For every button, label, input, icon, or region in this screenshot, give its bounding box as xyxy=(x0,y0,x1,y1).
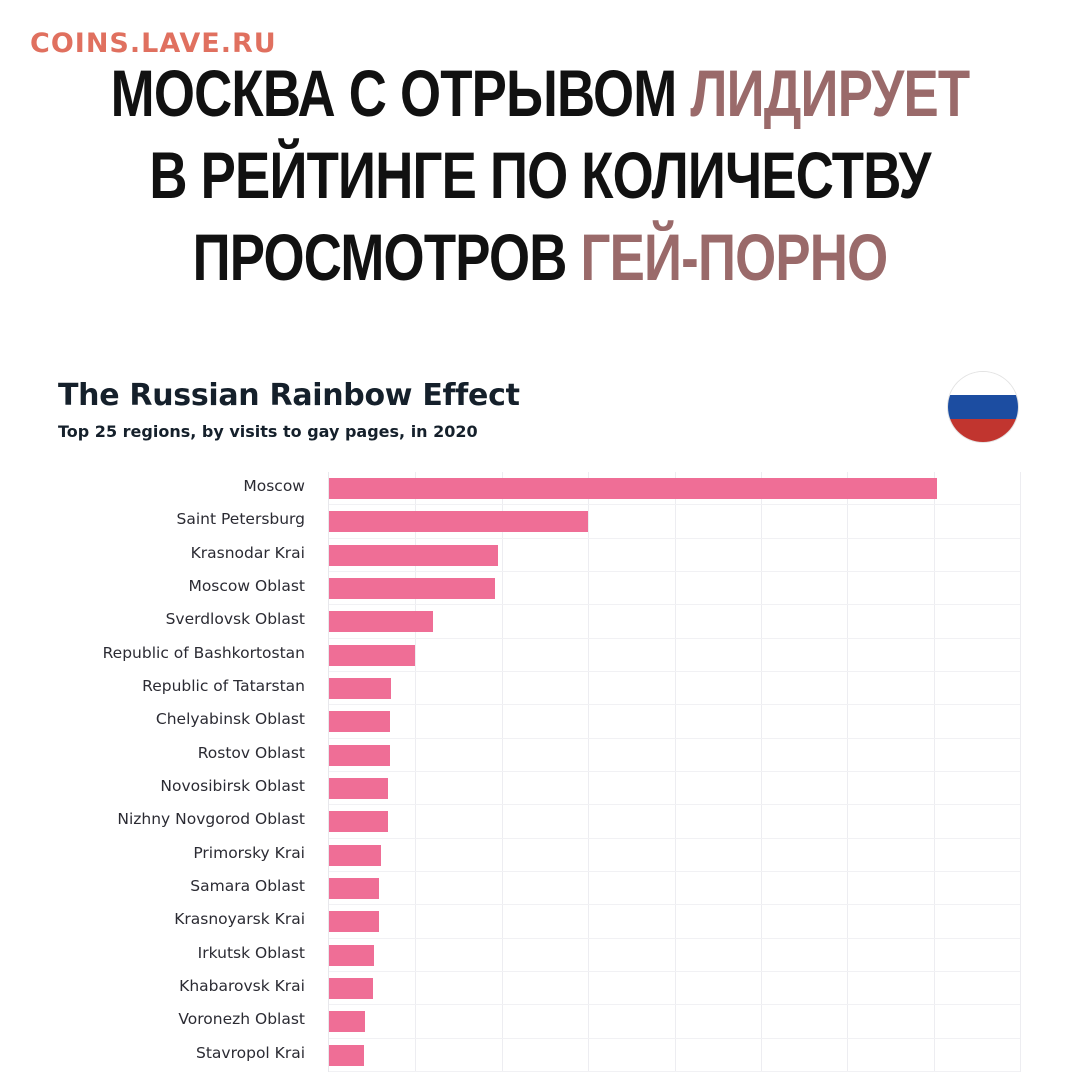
flag-stripe-white xyxy=(948,372,1018,395)
chart-row xyxy=(190,539,1020,572)
headline-line-2: В РЕЙТИНГЕ ПО КОЛИЧЕСТВУ xyxy=(149,138,931,212)
russian-flag-icon xyxy=(948,372,1018,442)
category-label: Republic of Bashkortostan xyxy=(102,643,305,662)
headline-line-3-plain: ПРОСМОТРОВ xyxy=(192,220,581,294)
category-label: Stavropol Krai xyxy=(196,1043,305,1062)
chart-row xyxy=(243,472,1020,505)
bar xyxy=(329,778,388,799)
category-label: Samara Oblast xyxy=(190,876,305,895)
chart-row xyxy=(165,605,1020,638)
bar xyxy=(329,745,390,766)
bar xyxy=(329,845,381,866)
chart-row xyxy=(174,905,1020,938)
chart-row xyxy=(196,1039,1020,1072)
bar xyxy=(329,878,379,899)
headline-line-3 xyxy=(108,216,972,298)
flag-stripe-blue xyxy=(948,395,1018,418)
bar xyxy=(329,978,373,999)
bar xyxy=(329,1045,364,1066)
bar xyxy=(329,911,379,932)
chart-row xyxy=(179,972,1020,1005)
bar xyxy=(329,678,391,699)
bar xyxy=(329,711,390,732)
chart-row xyxy=(176,505,1020,538)
category-label: Chelyabinsk Oblast xyxy=(155,710,305,729)
headline-line-3-accent: ГЕЙ-ПОРНО xyxy=(580,220,888,294)
category-label: Novosibirsk Oblast xyxy=(160,776,305,795)
chart-row xyxy=(188,572,1020,605)
bar xyxy=(329,511,588,532)
category-label: Republic of Tatarstan xyxy=(142,676,305,695)
category-label: Khabarovsk Krai xyxy=(179,976,305,995)
chart-row xyxy=(117,805,1020,838)
headline xyxy=(108,52,972,298)
chart-row xyxy=(193,839,1020,872)
chart-row xyxy=(178,1005,1020,1038)
category-label: Krasnoyarsk Krai xyxy=(174,910,305,929)
category-label: Moscow xyxy=(243,477,305,495)
category-label: Moscow Oblast xyxy=(188,576,305,595)
bar xyxy=(329,1011,365,1032)
category-label: Rostov Oblast xyxy=(197,743,305,762)
watermark: COINS.LAVE.RU xyxy=(30,28,277,59)
chart-row xyxy=(102,639,1020,672)
bar xyxy=(329,545,498,566)
chart-row xyxy=(155,705,1020,738)
chart-row xyxy=(160,772,1020,805)
headline-line-1-plain: МОСКВА С ОТРЫВОМ xyxy=(110,56,691,130)
headline-line-1-accent: ЛИДИРУЕТ xyxy=(690,56,970,130)
chart-row xyxy=(197,939,1020,972)
category-label: Nizhny Novgorod Oblast xyxy=(117,810,305,829)
chart-title: The Russian Rainbow Effect xyxy=(58,378,520,413)
bar xyxy=(329,945,374,966)
chart-subtitle: Top 25 regions, by visits to gay pages, in 2020 xyxy=(58,422,478,441)
category-label: Irkutsk Oblast xyxy=(197,943,305,962)
bar xyxy=(329,578,495,599)
gridline xyxy=(1020,472,1021,1072)
chart-row xyxy=(142,672,1020,705)
bar xyxy=(329,611,433,632)
category-label: Krasnodar Krai xyxy=(190,543,305,562)
bar xyxy=(329,645,415,666)
chart-row xyxy=(197,739,1020,772)
bar xyxy=(329,811,388,832)
chart-card xyxy=(0,360,1080,1080)
bar-chart-plot xyxy=(102,472,1020,1072)
bar-rows xyxy=(102,472,1020,1072)
headline-line-1 xyxy=(108,52,972,134)
category-label: Voronezh Oblast xyxy=(178,1010,305,1029)
bar xyxy=(329,478,937,499)
category-label: Saint Petersburg xyxy=(176,510,305,529)
chart-row xyxy=(190,872,1020,905)
flag-stripe-red xyxy=(948,419,1018,442)
category-label: Primorsky Krai xyxy=(193,843,305,862)
category-label: Sverdlovsk Oblast xyxy=(165,610,305,629)
